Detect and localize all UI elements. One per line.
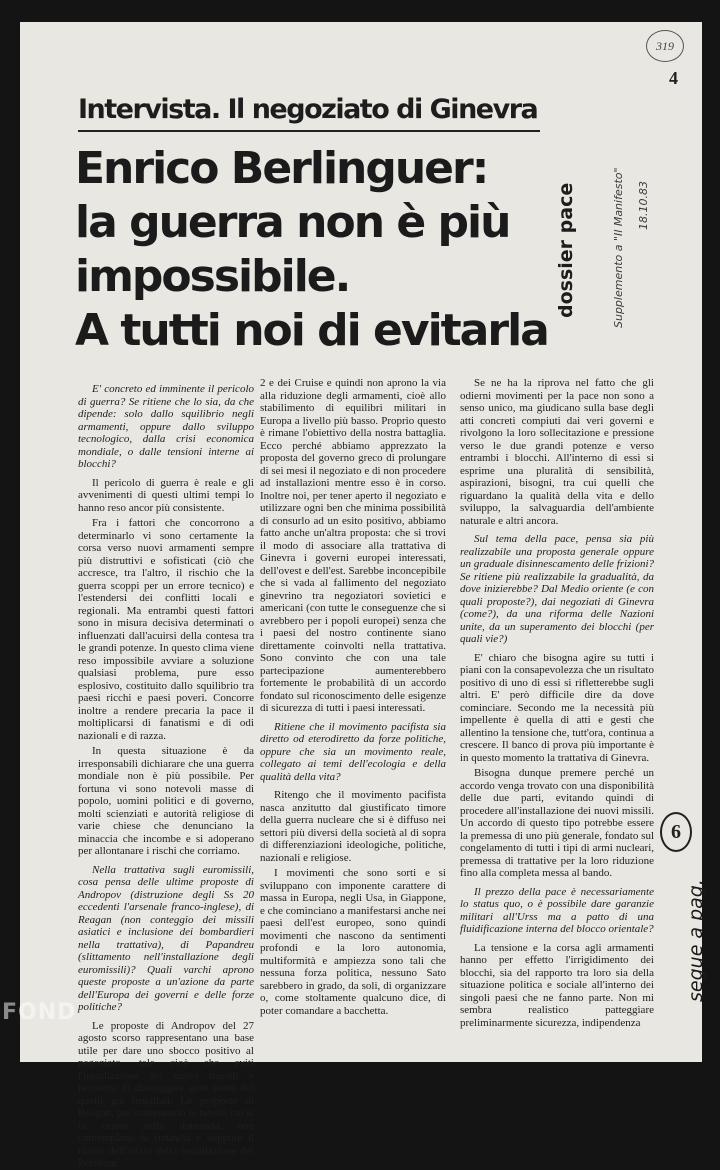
interview-answer: 2 e dei Cruise e quindi non aprono la via alla riduzione degli armamenti, cioè allo stabilimento di equilibri militari in Europa a livello più basso. Proprio questo è rimane l'obiettivo della nostra battaglia. Ecco perché abbiamo apprezzato la proposta del governo greco di prolungare di sei mesi il negoziato e di non procedere ad installazioni mentre esso è in corso. Inoltre noi, per tener aperto il negoziato e utilizzare ogni ben che minima possibilità di consurlo ad un esito positivo, abbiamo fatto anche un'altra proposta: che si trovi il modo di associare alla trattativa di Ginevra i governi europei interessati, dell'ovest e dell'est. Sarebbe inconcepibile che si vada al fallimento del negoziato ginevrino tra negoziatori sovietici e americani (con tutte le conseguenze che si avrebbero per i popoli europei) senza che i paesi del nostro continente siano direttamente coinvolti nella trattativa. Sono convinto che con una tale partecipazione aumenterebbero fortemente le probabilità di un accordo fondato sul riconoscimento delle esigenze di sicurezza di tutti i paesi interessati.: [260, 377, 446, 714]
section-label: dossier pace: [555, 182, 577, 318]
page-mark: 4: [669, 68, 678, 88]
interview-answer: Fra i fattori che concorrono a determinarlo vi sono certamente la corsa verso nuovi armamenti sempre più distruttivi e sofisticati (ciò che accresce, tra l'altro, il rischio che la guerra scoppi per un errore tecnico) e l'estendersi dei conflitti locali e regionali. Ma entrambi questi fattori sono in misura decisiva determinati o influenzati dall'acuirsi della contesa tra le grandi potenze. In questo clima viene reso impossibile avviare a soluzione qualsiasi problema, pure esso esplosivo, costituito dallo squilibrio tra paesi ricchi e paesi poveri. Concorre inoltre a rendere precaria la pace il moltiplicarsi di fanatismi e di odi nazionali e di razza.: [78, 517, 254, 742]
continued-note: segue a pag.: [685, 879, 707, 1002]
kicker: Intervista. Il negoziato di Ginevra: [78, 94, 538, 125]
archive-number: 319: [646, 30, 684, 62]
interview-question: Sul tema della pace, pensa sia più realizzabile una proposta generale oppure un graduale disinnescamento delle frizioni? Se ritiene più realizzabile la gradualità, da dove inizierebbe? Dal Medio oriente (e con quali proposte?), dai negoziati di Ginevra (come?), da una riforma delle Nazioni unite, da un superamento dei blocchi (per quali vie?): [460, 533, 654, 645]
interview-question: E' concreto ed imminente il pericolo di guerra? Se ritiene che lo sia, da che dipende: solo dallo squilibrio negli armamenti, oppure dallo sviluppo tecnologico, dalla crisi economica mondiale, o dalle tensioni interne ai blocchi?: [78, 383, 254, 470]
headline-line: la guerra non è più: [75, 197, 510, 248]
interview-question: Il prezzo della pace è necessariamente lo status quo, o è possibile dare garanzie militari all'Urss ma a patto di una fluidificazione interna del blocco orientale?: [460, 885, 654, 935]
headline-line: Enrico Berlinguer:: [75, 143, 488, 194]
interview-answer: In questa situazione è da irresponsabili dichiarare che una guerra mondiale non è più possibile. Per fortuna vi sono notevoli masse di popolo, uomini politici e di governo, molti scienziati e autorità religiose di varie chiese che denunciano la minaccia che incombe e si adoperano per allontanare i rischi che corriamo.: [78, 745, 254, 857]
article-column-2: [260, 377, 446, 1062]
date-note: 18.10.83: [637, 181, 650, 230]
kicker-rule: [78, 130, 540, 132]
interview-question: Nella trattativa sugli euromissili, cosa pensa delle ultime proposte di Andropov (distruzione degli Ss 20 eccedenti l'arsenale franco-inglese), di Reagan (non conteggio dei missili asiatici e inclusione dei bombardieri nella trattativa), di Papandreu (slittamento nell'installazione degli euromissili)? Quali varchi aprono queste proposte a un'azione da parte dell'Europa dei governi e delle forze politiche?: [78, 863, 254, 1013]
interview-answer: Il pericolo di guerra è reale e gli avvenimenti di questi ultimi tempi lo hanno reso ancor più consistente.: [78, 476, 254, 514]
interview-answer: La tensione e la corsa agli armamenti hanno per effetto l'irrigidimento dei blocchi, sia del rapporto tra loro sia della situazione politica e sociale all'interno dei singoli paesi che ne fanno parte. Non mi sembra realistico patteggiare preliminarmente sicurezza, indipendenza: [460, 941, 654, 1029]
headline-line: impossibile.: [75, 251, 350, 302]
archive-watermark: FOND: [2, 1000, 77, 1025]
headline: [75, 142, 555, 358]
interview-answer: Le proposte di Andropov del 27 agosto scorso rappresentano una base utile per dare uno sbocco positivo al negoziato, tale cioè che eviti l'installazione dei nuovi missili e permetta di distruggere gran parte dei quelli già installati. Le proposte di Reagan, pur contenendo le novità cui si fa cenno nella domanda, non contemplano la rinuncia e neppure il rinvio dell'inizio della installazione dei Pershing: [78, 1019, 254, 1169]
newspaper-clipping: [20, 22, 707, 1169]
source-note: Supplemento a "Il Manifesto": [612, 167, 625, 328]
interview-answer: E' chiaro che bisogna agire su tutti i piani con la consapevolezza che un risultato positivo di uno di essi si rifletterebbe sugli altri. E' però difficile dire da dove cominciare. Secondo me la necessità più impellente è quella di atti e gesti che allentino la tensione che, tutt'ora, continua a crescere. Il banco di prova più importante è in questo momento la trattativa di Ginevra.: [460, 651, 654, 764]
article-column-3: [460, 377, 654, 1062]
interview-question: Ritiene che il movimento pacifista sia diretto od eterodiretto da forze politiche, oppure che sia un movimento reale, collegato ai temi dell'ecologia e della qualità della vita?: [260, 720, 446, 783]
headline-line: A tutti noi di evitarla: [75, 305, 548, 356]
interview-answer: Bisogna dunque premere perché un accordo venga trovato con una disponibilità delle due parti, evitando quindi di procedere all'installazione dei nuovi missili. Un accordo di questo tipo potrebbe essere la premessa di uno più generale, fondato sul congelamento di tutti i tipi di armi nucleari, premessa di trattative per la loro riduzione fino alla completa messa al bando.: [460, 767, 654, 879]
interview-answer: Se ne ha la riprova nel fatto che gli odierni movimenti per la pace non sono a senso unico, ma giudicano sulla base degli atti concreti compiuti dai veri governi e rivolgono la loro sollecitazione e pressione verso le due grandi potenze e verso entrambi i blocchi. All'interno di essi si esprime una pluralità di sensibilità, aspirazioni, bisogni, tra cui quelli che riguardano la qualità della vita e dello sviluppo, la salvaguardia dell'ambiente naturale e altri ancora.: [460, 377, 654, 527]
continued-page-number: 6: [660, 812, 692, 852]
interview-answer: I movimenti che sono sorti e si sviluppano con imponente carattere di massa in Europa, negli Usa, in Giappone, e che cominciano a manifestarsi anche nei paesi dell'est europeo, sono quindi movimenti che nascono da sentimenti profondi e la loro autonomia, multiformità e ampiezza sono tali che nessuna forza politica, nessuno Sato sarebbero in grado, da soli, di organizzare o, come stoltamente qualcuno dice, di poter comandare a bacchetta.: [260, 867, 446, 1017]
interview-answer: Ritengo che il movimento pacifista nasca anzitutto dal giustificato timore della guerra nucleare che si è diffuso nei settori più diversi della società al di sopra di differenziazioni ideologiche, politiche, nazionali e religiose.: [260, 789, 446, 864]
article-column-1: [78, 377, 254, 1169]
